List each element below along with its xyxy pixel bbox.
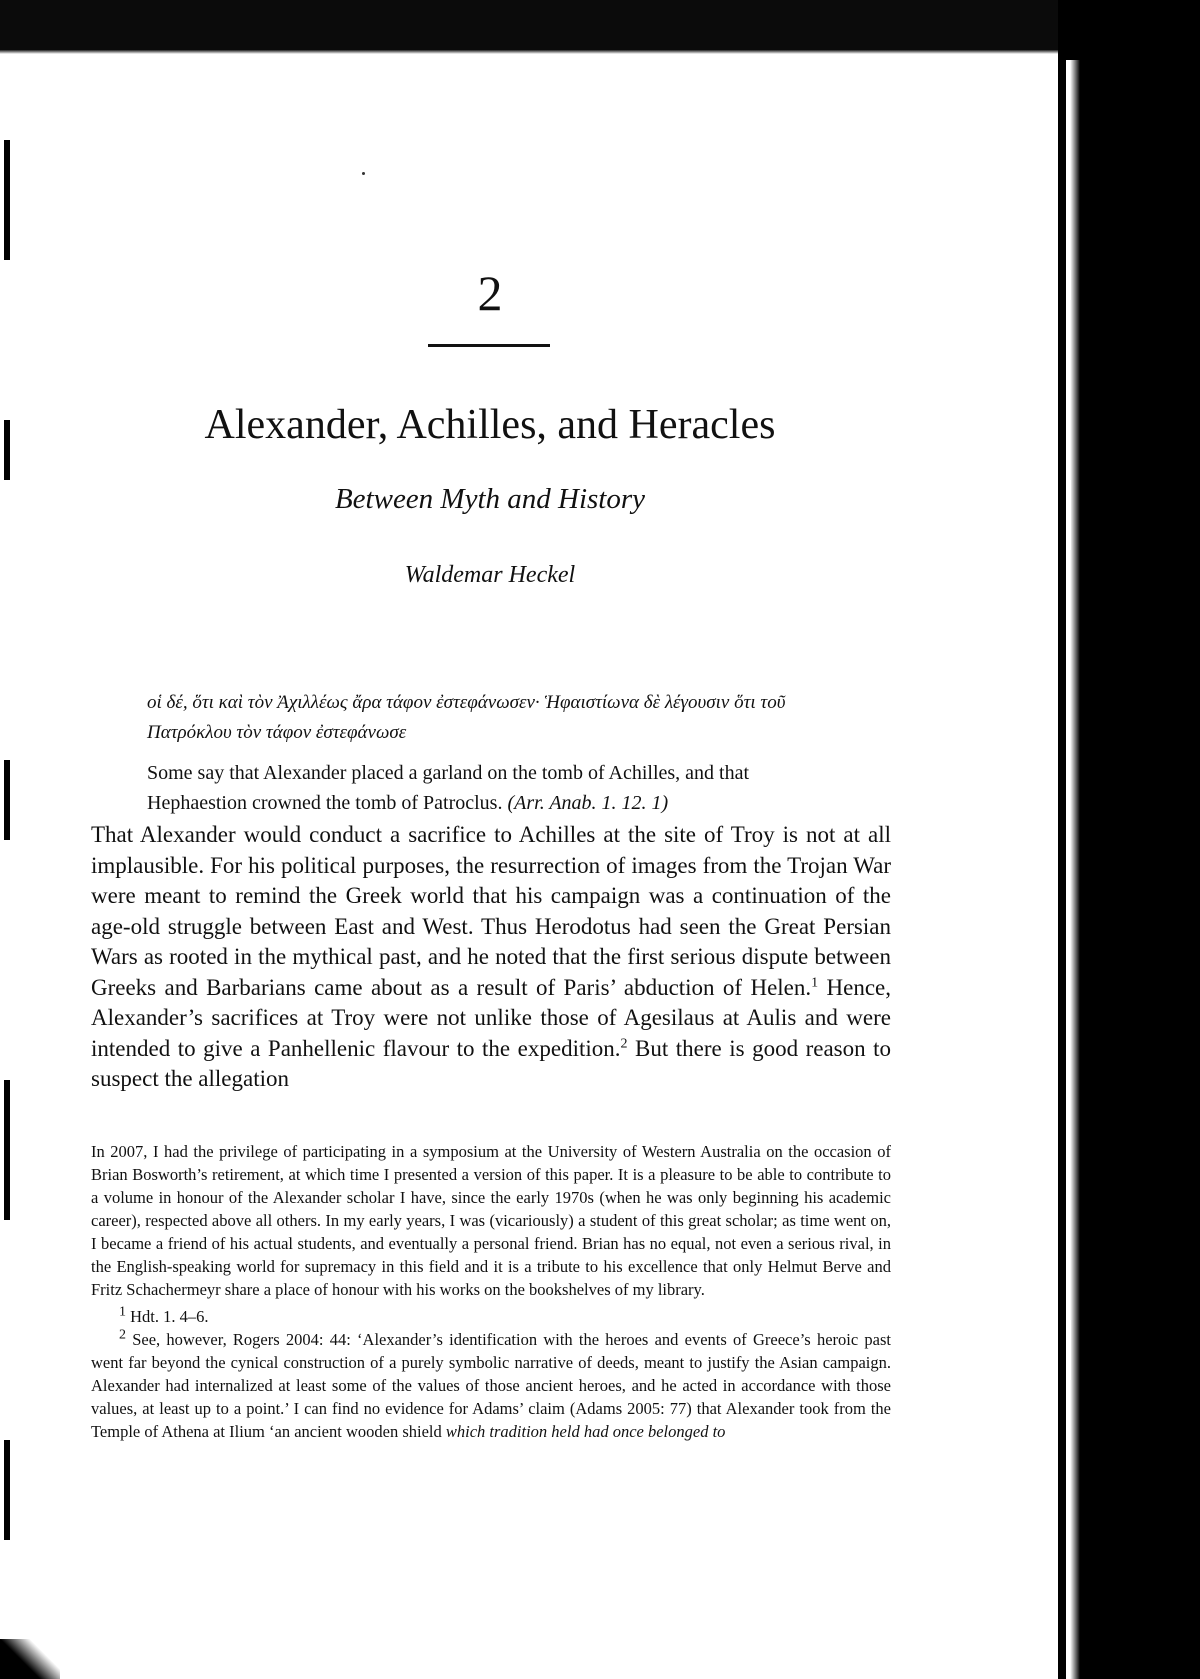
scan-border-top-shadow: [0, 50, 1110, 54]
chapter-title: Alexander, Achilles, and Heracles: [204, 402, 776, 448]
footnote-2: [91, 1328, 891, 1443]
footnote-acknowledgement: In 2007, I had the privilege of participating in a symposium at the University of Western Australia on the occasion of Brian Bosworth’s retirement, at which time I presented a version of this paper. It is a pleasure to be able to contribute to a volume in honour of the Alexander scholar I have, since the early 1970s (when he was only beginning his academic career), respected above all others. In my early years, I was (vicariously) a student of this great scholar; as time went on, I became a friend of his actual students, and eventually a personal friend. Brian has no equal, not even a serious rival, in the English-speaking world for supremacy in this field and it is a tribute to his excellence that only Helmut Berve and Fritz Schachermeyr share a place of honour with his works on the bookshelves of my library.: [91, 1142, 891, 1299]
scan-corner: [0, 1639, 60, 1679]
scan-mark-left: [4, 1440, 10, 1540]
epigraph-translation: [147, 758, 837, 818]
scan-mark: [1066, 270, 1071, 300]
scan-mark-left: [4, 140, 10, 260]
chapter-number: 2: [477, 265, 503, 321]
scan-mark: [1066, 480, 1071, 550]
chapter-author: Waldemar Heckel: [404, 562, 576, 588]
epigraph-greek: οἱ δέ, ὅτι καὶ τὸν Ἀχιλλέως ἄρα τάφον ἐστεφάνωσεν· Ἡφαιστίωνα δὲ λέγουσιν ὅτι τοῦ Πατρόκλου τὸν τάφον ἐστεφάνωσε: [147, 692, 786, 743]
footnotes: [91, 1140, 891, 1443]
epigraph-translation-text: Some say that Alexander placed a garland on the tomb of Achilles, and that Hephaestion crowned the tomb of Patroclus.: [147, 762, 750, 814]
epigraph-citation: (Arr. Anab. 1. 12. 1): [507, 792, 669, 814]
body-text-part1: That Alexander would conduct a sacrifice to Achilles at the site of Troy is not at all implausible. For his political purposes, the resurrection of images from the Trojan War were meant to remind the Greek world that his campaign was a continuation of the age-old struggle between East and West. Thus Herodotus had seen the Great Persian Wars as rooted in the mythical past, and he noted that the first serious dispute between Greeks and Barbarians came about as a result of Paris’ abduction of Helen.: [91, 822, 891, 1000]
footnote-1-mark: 1: [119, 1304, 126, 1320]
scan-mark-left: [4, 1080, 10, 1220]
body-paragraph: [91, 820, 891, 1095]
body-text-part2: Hence, Alexander’s sacrifices at Troy were not unlike those of Agesilaus at Aulis and were intended to give a Panhellenic flavour to the expedition.: [91, 974, 891, 1061]
scan-border-top: [0, 0, 1200, 50]
body-text-part3: But there is good reason to suspect the allegation: [91, 1035, 891, 1091]
footnote-ref-2: 2: [620, 1035, 628, 1051]
footnote-1: [91, 1305, 891, 1328]
scan-mark-left: [4, 420, 10, 480]
scan-speck: [362, 172, 365, 175]
epigraph: [147, 688, 837, 818]
scan-border-right: [1058, 0, 1200, 1679]
footnote-ref-1: 1: [811, 974, 819, 990]
footnote-2-mark: 2: [119, 1327, 126, 1343]
footnote-2-text: See, however, Rogers 2004: 44: ‘Alexander’s identification with the heroes and events of Greece’s heroic past went far beyond the cynical construction of a purely symbolic narrative of deeds, meant to justify the Asian campaign. Alexander had internalized at least some of the values of those ancient heroes, and he acted in accordance with those values, at least up to a point.’ I can find no evidence for Adams’ claim (Adams 2005: 77) that Alexander took from the Temple of Athena at Ilium ‘an ancient wooden shield: [91, 1330, 891, 1441]
chapter-subtitle: Between Myth and History: [334, 483, 646, 515]
scan-mark: [1066, 1320, 1071, 1380]
footnote-2-italic-text: which tradition held had once belonged to: [445, 1422, 726, 1441]
chapter-rule: [428, 344, 550, 347]
scan-gutter: [1066, 60, 1080, 1679]
scan-mark-left: [4, 760, 10, 840]
footnote-1-text: Hdt. 1. 4–6.: [126, 1307, 209, 1326]
